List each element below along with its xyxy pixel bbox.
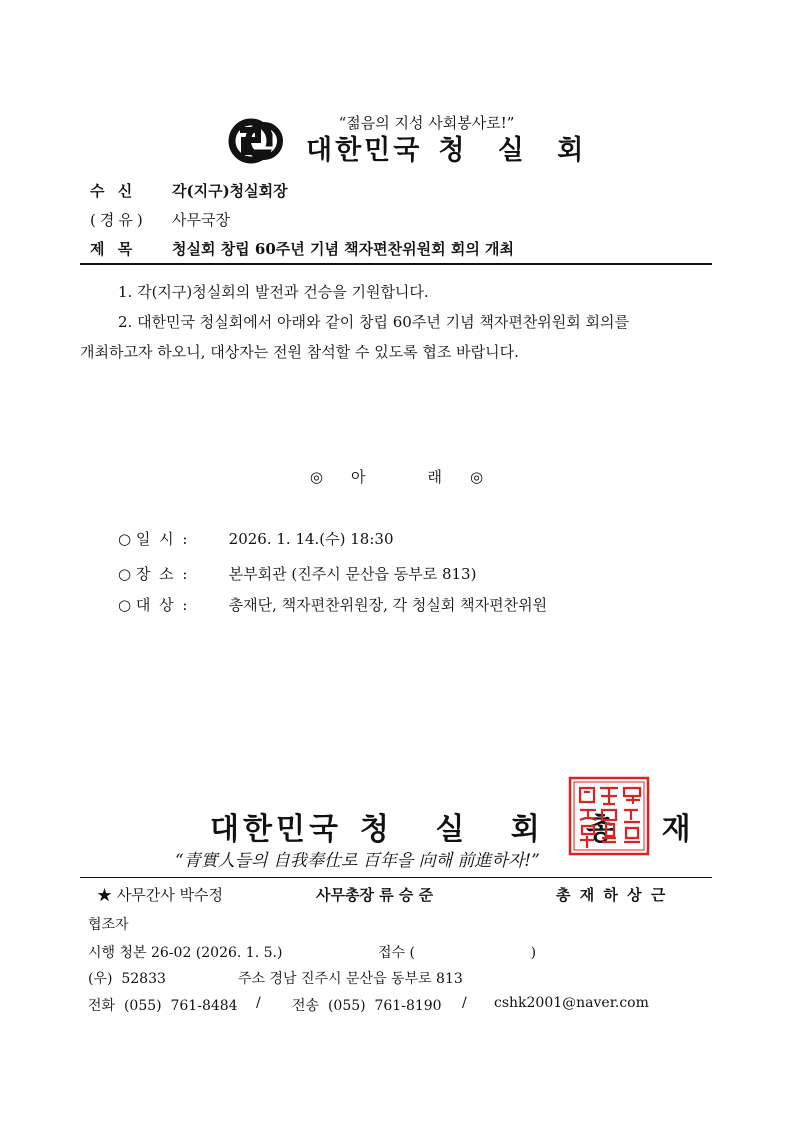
notice-mark-right: ◎	[470, 468, 484, 486]
cooperator-label: 협조자	[88, 917, 129, 933]
receipt: 접수 ( )	[378, 945, 537, 961]
detail-bullet: ○	[118, 596, 132, 614]
detail-item-attendees	[118, 594, 547, 615]
detail-bullet: ○	[118, 565, 132, 583]
notice-word-2: 래	[427, 468, 442, 486]
footer-divider	[80, 877, 712, 878]
address: 주소 경남 진주시 문산읍 동부로 813	[238, 971, 463, 987]
official-seal-stamp	[568, 776, 650, 856]
organization-logo-icon	[228, 118, 284, 164]
drafter: ★ 사무간사 박수정	[97, 886, 223, 904]
detail-label: 대 상 :	[135, 596, 190, 614]
issuer-prefix: 대한민국	[210, 812, 342, 847]
fax: 전송 (055) 761-8190	[292, 998, 442, 1014]
reviewer: 사무총장 류 승 준	[316, 886, 434, 904]
detail-label: 일 시 :	[135, 530, 190, 548]
recipient-label: 수 신	[90, 182, 137, 200]
separator: /	[256, 995, 261, 1011]
email: cshk2001@naver.com	[494, 995, 649, 1011]
detail-item-date	[118, 528, 394, 549]
slogan: “젊음의 지성 사회봉사로!”	[338, 114, 515, 132]
paragraph-2-line-2: 개최하고자 하오니, 대상자는 전원 참석할 수 있도록 협조 바랍니다.	[80, 343, 519, 361]
recipient-row	[90, 180, 288, 201]
header-divider	[80, 263, 712, 265]
detail-value: 총재단, 책자편찬위원장, 각 청실회 책자편찬위원	[228, 596, 548, 614]
approver: 총 재 하 상 근	[556, 886, 668, 904]
organization-prefix: 대한민국	[306, 135, 423, 166]
paragraph-1: 1. 각(지구)청실회의 발전과 건승을 기원합니다.	[118, 283, 429, 301]
recipient-value: 각(지구)청실회장	[172, 182, 288, 200]
subject-row	[90, 238, 514, 259]
issuer-name: 청 실 회 총 재	[359, 812, 709, 847]
detail-item-place	[118, 563, 476, 584]
detail-value: 2026. 1. 14.(수) 18:30	[228, 530, 394, 548]
via-label: (경유)	[90, 211, 147, 229]
separator: /	[462, 995, 467, 1011]
paragraph-2-line-1: 2. 대한민국 청실회에서 아래와 같이 창립 60주년 기념 책자편찬위원회 회의를	[118, 313, 630, 331]
organization-name: 청 실 회	[438, 135, 596, 166]
organization-title	[306, 128, 595, 167]
notice-heading	[0, 466, 793, 487]
notice-word-1: 아	[351, 468, 366, 486]
via-row	[90, 209, 230, 230]
phone: 전화 (055) 761-8484	[88, 998, 238, 1014]
document-number: 시행 청본 26-02 (2026. 1. 5.)	[88, 945, 283, 961]
detail-label: 장 소 :	[135, 565, 190, 583]
notice-mark-left: ◎	[309, 468, 323, 486]
detail-bullet: ○	[118, 530, 132, 548]
postal-code: (우) 52833	[88, 971, 166, 987]
motto: “青實人들의 自我奉仕로 百年을 向해 前進하자!”	[175, 851, 540, 871]
subject-label: 제 목	[90, 240, 137, 258]
subject-value: 청실회 창립 60주년 기념 책자편찬위원회 회의 개최	[172, 240, 515, 258]
detail-value: 본부회관 (진주시 문산읍 동부로 813)	[228, 565, 477, 583]
via-value: 사무국장	[172, 211, 230, 229]
